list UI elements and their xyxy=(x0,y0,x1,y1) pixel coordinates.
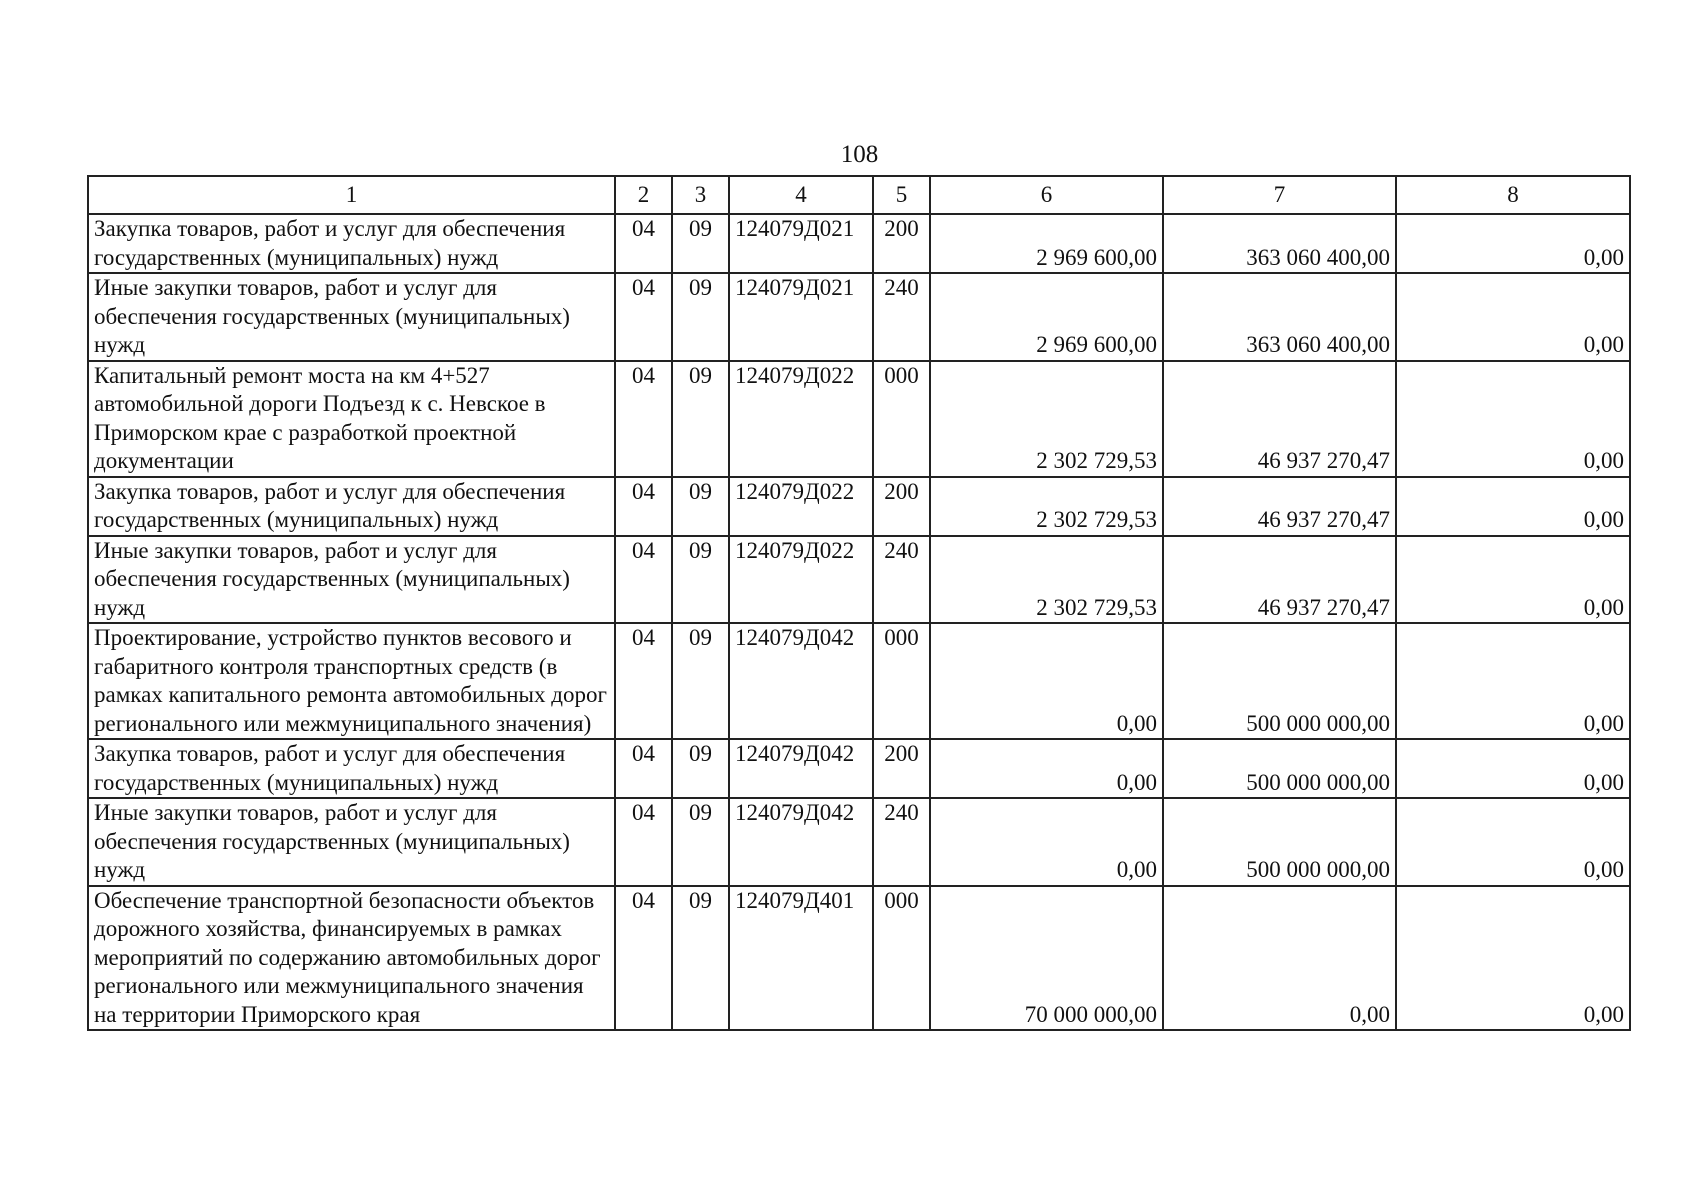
column-header: 2 xyxy=(615,176,672,214)
target-article-code: 124079Д022 xyxy=(729,361,873,477)
column-header: 3 xyxy=(672,176,729,214)
row-name: Капитальный ремонт моста на км 4+527 автомобильной дороги Подъезд к с. Невское в Приморском крае с разработкой проектной документации xyxy=(88,361,615,477)
section-code: 04 xyxy=(615,798,672,886)
target-article-code: 124079Д022 xyxy=(729,477,873,536)
expense-type-code: 000 xyxy=(873,886,930,1031)
amount-col8: 0,00 xyxy=(1396,214,1630,273)
subsection-code: 09 xyxy=(672,798,729,886)
table-row xyxy=(88,623,1630,739)
subsection-code: 09 xyxy=(672,623,729,739)
amount-col8: 0,00 xyxy=(1396,536,1630,624)
section-code: 04 xyxy=(615,477,672,536)
amount-col6: 2 969 600,00 xyxy=(930,273,1163,361)
subsection-code: 09 xyxy=(672,739,729,798)
amount-col7: 500 000 000,00 xyxy=(1163,623,1396,739)
table-row xyxy=(88,214,1630,273)
expense-type-code: 240 xyxy=(873,273,930,361)
amount-col6: 2 969 600,00 xyxy=(930,214,1163,273)
amount-col8: 0,00 xyxy=(1396,886,1630,1031)
amount-col8: 0,00 xyxy=(1396,273,1630,361)
row-name: Иные закупки товаров, работ и услуг для обеспечения государственных (муниципальных) нужд xyxy=(88,536,615,624)
row-name: Закупка товаров, работ и услуг для обеспечения государственных (муниципальных) нужд xyxy=(88,214,615,273)
target-article-code: 124079Д042 xyxy=(729,739,873,798)
expense-type-code: 240 xyxy=(873,798,930,886)
column-header: 7 xyxy=(1163,176,1396,214)
column-header: 6 xyxy=(930,176,1163,214)
amount-col7: 0,00 xyxy=(1163,886,1396,1031)
section-code: 04 xyxy=(615,886,672,1031)
amount-col7: 500 000 000,00 xyxy=(1163,798,1396,886)
amount-col6: 70 000 000,00 xyxy=(930,886,1163,1031)
amount-col6: 2 302 729,53 xyxy=(930,536,1163,624)
target-article-code: 124079Д401 xyxy=(729,886,873,1031)
section-code: 04 xyxy=(615,273,672,361)
target-article-code: 124079Д022 xyxy=(729,536,873,624)
target-article-code: 124079Д042 xyxy=(729,798,873,886)
amount-col7: 363 060 400,00 xyxy=(1163,214,1396,273)
section-code: 04 xyxy=(615,739,672,798)
amount-col6: 0,00 xyxy=(930,798,1163,886)
amount-col8: 0,00 xyxy=(1396,361,1630,477)
subsection-code: 09 xyxy=(672,536,729,624)
row-name: Обеспечение транспортной безопасности объектов дорожного хозяйства, финансируемых в рамках мероприятий по содержанию автомобильных дорог регионального или межмуниципального значения на территории Приморского края xyxy=(88,886,615,1031)
subsection-code: 09 xyxy=(672,273,729,361)
target-article-code: 124079Д021 xyxy=(729,273,873,361)
subsection-code: 09 xyxy=(672,361,729,477)
amount-col8: 0,00 xyxy=(1396,477,1630,536)
subsection-code: 09 xyxy=(672,477,729,536)
table-row xyxy=(88,739,1630,798)
amount-col8: 0,00 xyxy=(1396,739,1630,798)
header-row xyxy=(88,176,1630,214)
table-row xyxy=(88,536,1630,624)
amount-col7: 363 060 400,00 xyxy=(1163,273,1396,361)
amount-col7: 46 937 270,47 xyxy=(1163,361,1396,477)
row-name: Проектирование, устройство пунктов весового и габаритного контроля транспортных средств (в рамках капитального ремонта автомобильных дорог регионального или межмуниципального значения) xyxy=(88,623,615,739)
table-row xyxy=(88,273,1630,361)
section-code: 04 xyxy=(615,361,672,477)
column-header: 1 xyxy=(88,176,615,214)
table-row xyxy=(88,361,1630,477)
expense-type-code: 200 xyxy=(873,477,930,536)
expense-type-code: 000 xyxy=(873,361,930,477)
table-row xyxy=(88,798,1630,886)
amount-col6: 0,00 xyxy=(930,623,1163,739)
target-article-code: 124079Д042 xyxy=(729,623,873,739)
row-name: Иные закупки товаров, работ и услуг для обеспечения государственных (муниципальных) нужд xyxy=(88,798,615,886)
row-name: Иные закупки товаров, работ и услуг для обеспечения государственных (муниципальных) нужд xyxy=(88,273,615,361)
amount-col6: 2 302 729,53 xyxy=(930,477,1163,536)
subsection-code: 09 xyxy=(672,886,729,1031)
table-row xyxy=(88,886,1630,1031)
page-number: 108 xyxy=(840,141,879,168)
expense-type-code: 240 xyxy=(873,536,930,624)
amount-col7: 46 937 270,47 xyxy=(1163,536,1396,624)
section-code: 04 xyxy=(615,623,672,739)
column-header: 8 xyxy=(1396,176,1630,214)
section-code: 04 xyxy=(615,214,672,273)
column-header: 5 xyxy=(873,176,930,214)
amount-col6: 0,00 xyxy=(930,739,1163,798)
section-code: 04 xyxy=(615,536,672,624)
table-row xyxy=(88,477,1630,536)
amount-col7: 46 937 270,47 xyxy=(1163,477,1396,536)
amount-col8: 0,00 xyxy=(1396,623,1630,739)
column-header: 4 xyxy=(729,176,873,214)
amount-col8: 0,00 xyxy=(1396,798,1630,886)
expense-type-code: 000 xyxy=(873,623,930,739)
budget-table xyxy=(87,175,1631,1031)
row-name: Закупка товаров, работ и услуг для обеспечения государственных (муниципальных) нужд xyxy=(88,477,615,536)
expense-type-code: 200 xyxy=(873,739,930,798)
subsection-code: 09 xyxy=(672,214,729,273)
row-name: Закупка товаров, работ и услуг для обеспечения государственных (муниципальных) нужд xyxy=(88,739,615,798)
expense-type-code: 200 xyxy=(873,214,930,273)
target-article-code: 124079Д021 xyxy=(729,214,873,273)
amount-col7: 500 000 000,00 xyxy=(1163,739,1396,798)
amount-col6: 2 302 729,53 xyxy=(930,361,1163,477)
